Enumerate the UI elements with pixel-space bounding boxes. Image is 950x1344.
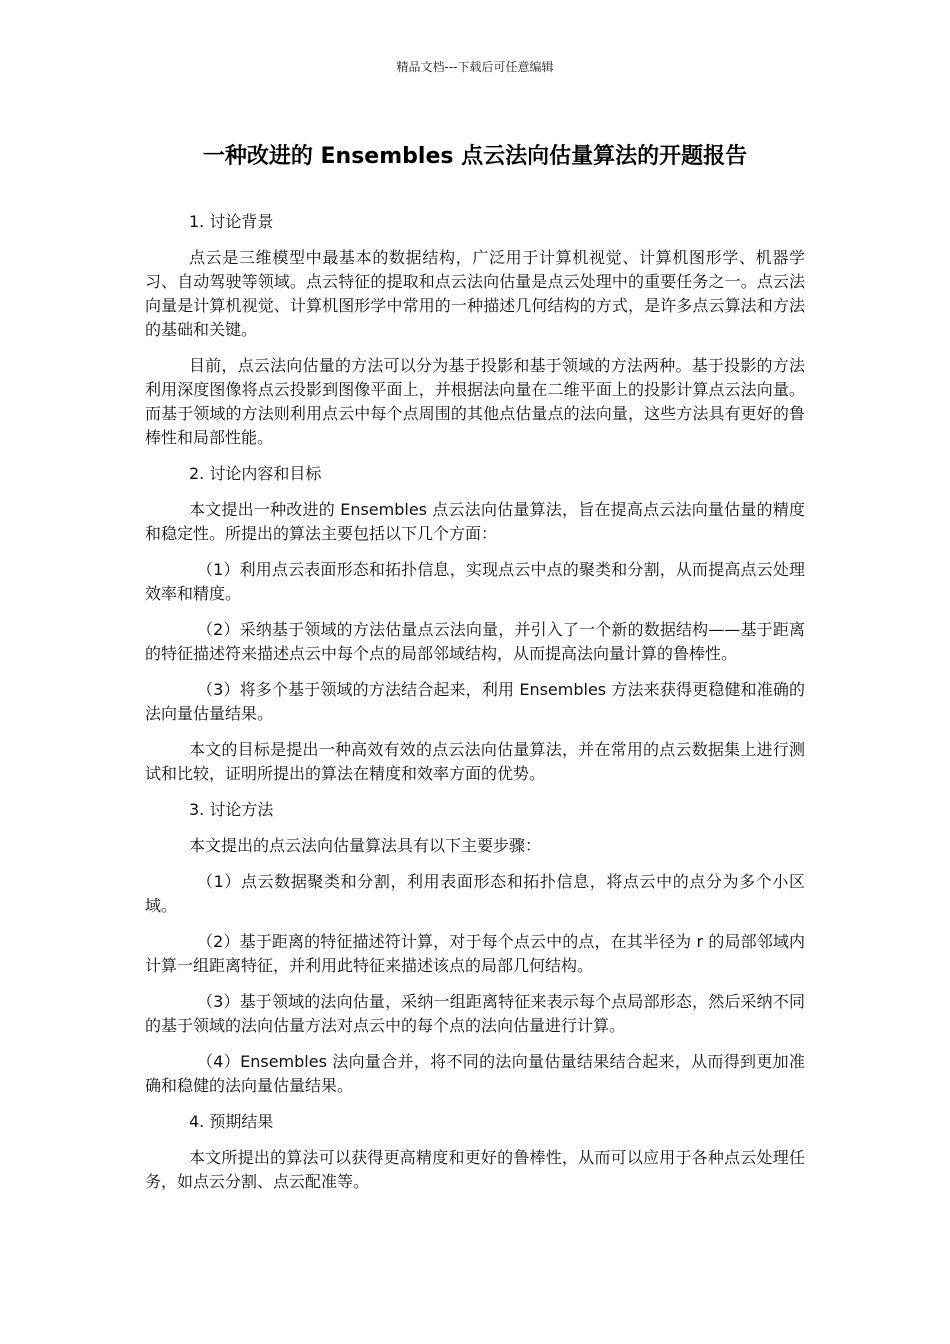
section-heading-method: 3. 讨论方法: [189, 800, 274, 819]
paragraph: 本文提出的点云法向估量算法具有以下主要步骤：: [189, 836, 542, 855]
section-heading-background: 1. 讨论背景: [189, 212, 274, 231]
page-header-watermark: 精品文档---下载后可任意编辑: [396, 60, 554, 74]
paragraph: 本文提出一种改进的 Ensembles 点云法向估量算法，旨在提高点云法向量估量的精度和稳定性。所提出的算法主要包括以下几个方面：: [145, 500, 805, 543]
paragraph: 本文的目标是提出一种高效有效的点云法向估量算法，并在常用的点云数据集上进行测试和比较，证明所提出的算法在精度和效率方面的优势。: [145, 740, 805, 783]
list-item: （3）基于领域的法向估量，采纳一组距离特征来表示每个点局部形态，然后采纳不同的基于领域的法向估量方法对点云中的每个点的法向估量进行计算。: [145, 992, 805, 1035]
section-heading-content-goals: 2. 讨论内容和目标: [189, 464, 322, 483]
section-heading-expected-results: 4. 预期结果: [189, 1112, 274, 1131]
list-item: （4）Ensembles 法向量合并，将不同的法向量估量结果结合起来，从而得到更加准确和稳健的法向量估量结果。: [145, 1052, 805, 1095]
list-item: （1）利用点云表面形态和拓扑信息，实现点云中点的聚类和分割，从而提高点云处理效率和精度。: [145, 560, 805, 603]
paragraph: 点云是三维模型中最基本的数据结构，广泛用于计算机视觉、计算机图形学、机器学习、自动驾驶等领域。点云特征的提取和点云法向估量是点云处理中的重要任务之一。点云法向量是计算机视觉、计算机图形学中常用的一种描述几何结构的方式，是许多点云算法和方法的基础和关键。: [145, 248, 805, 339]
document-body: [145, 210, 805, 1206]
paragraph: 本文所提出的算法可以获得更高精度和更好的鲁棒性，从而可以应用于各种点云处理任务，如点云分割、点云配准等。: [145, 1148, 805, 1191]
list-item: （2）基于距离的特征描述符计算，对于每个点云中的点，在其半径为 r 的局部邻域内计算一组距离特征，并利用此特征来描述该点的局部几何结构。: [145, 932, 805, 975]
list-item: （3）将多个基于领域的方法结合起来，利用 Ensembles 方法来获得更稳健和准确的法向量估量结果。: [145, 680, 805, 723]
list-item: （1）点云数据聚类和分割，利用表面形态和拓扑信息，将点云中的点分为多个小区域。: [145, 872, 805, 915]
paragraph: 目前，点云法向估量的方法可以分为基于投影和基于领域的方法两种。基于投影的方法利用深度图像将点云投影到图像平面上，并根据法向量在二维平面上的投影计算点云法向量。而基于领域的方法则利用点云中每个点周围的其他点估量点的法向量，这些方法具有更好的鲁棒性和局部性能。: [145, 356, 805, 447]
list-item: （2）采纳基于领域的方法估量点云法向量，并引入了一个新的数据结构——基于距离的特征描述符来描述点云中每个点的局部邻域结构，从而提高法向量计算的鲁棒性。: [145, 620, 805, 663]
document-title: 一种改进的 Ensembles 点云法向估量算法的开题报告: [202, 144, 748, 169]
